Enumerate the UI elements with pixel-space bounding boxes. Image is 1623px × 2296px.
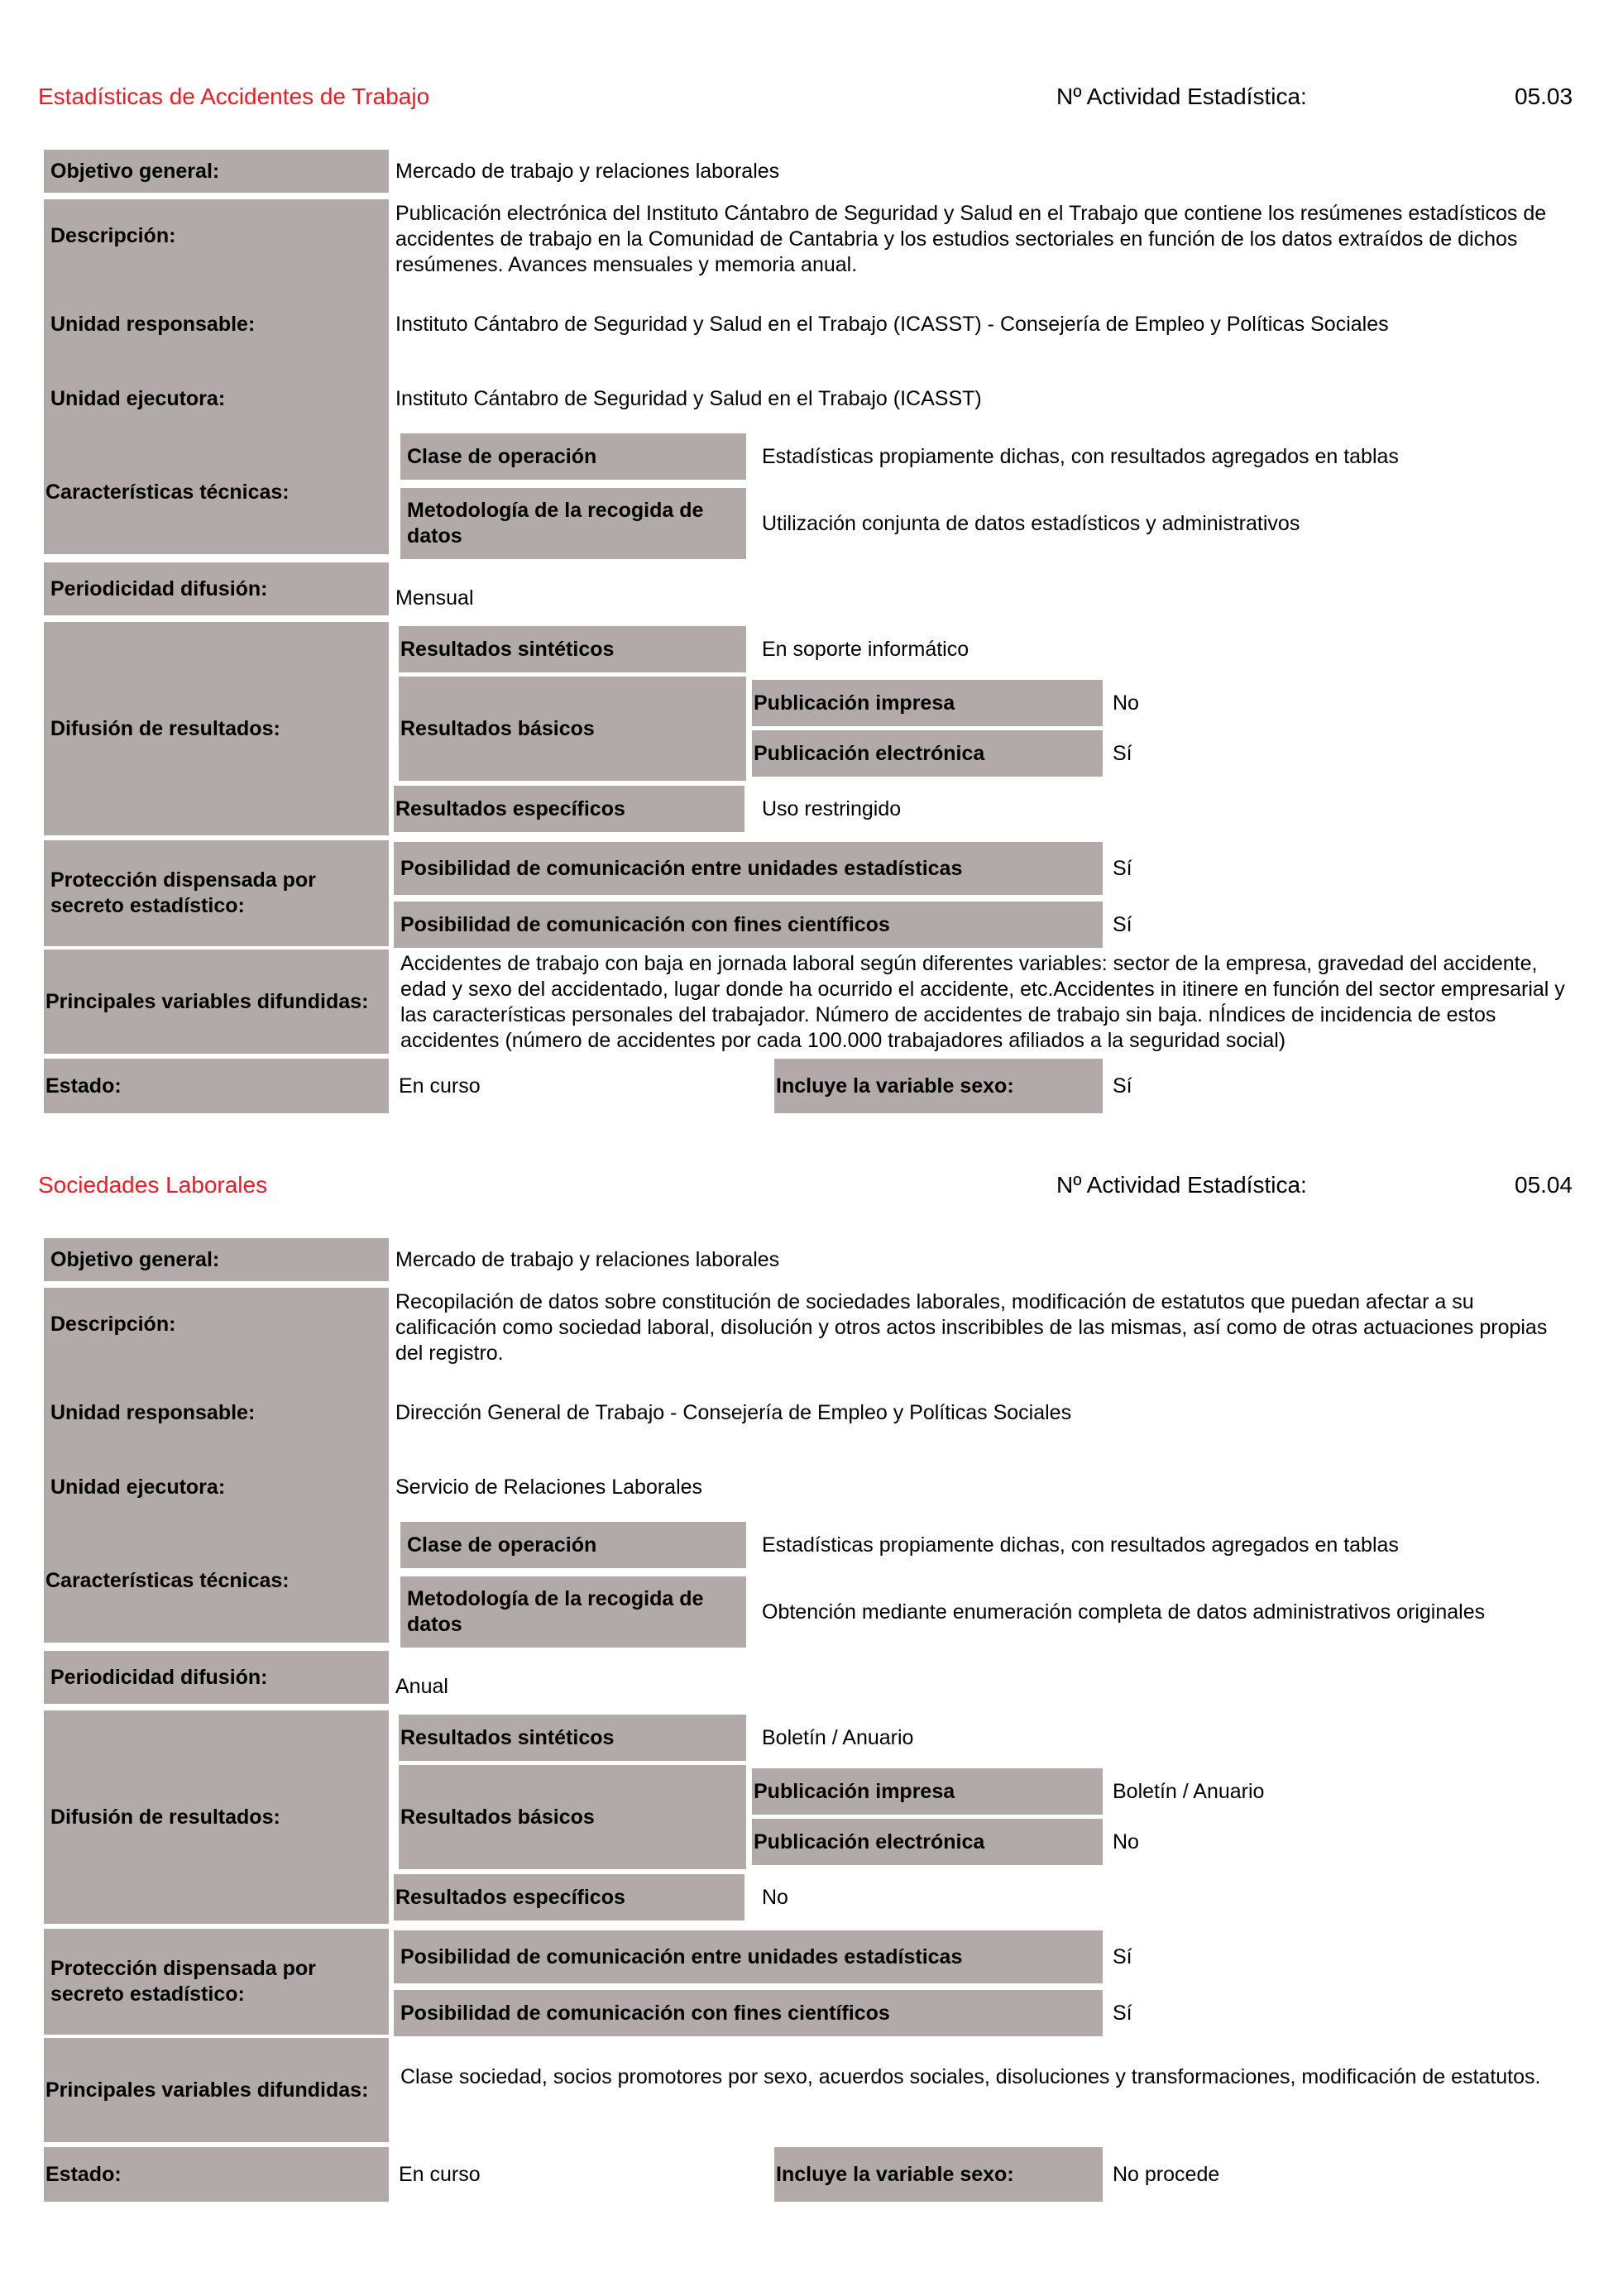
publicacion-electronica-label: Publicación electrónica <box>752 730 1103 777</box>
estado-label: Estado: <box>44 1059 389 1113</box>
metodologia-label-fill <box>715 1576 746 1648</box>
descripcion-value: Publicación electrónica del Instituto Cántabro de Seguridad y Salud en el Trabajo que contiene los resúmenes estadísticos de accidentes de trabajo en la Comunidad de Cantabria y los estudios sectoriales en función de los datos extraídos de dichos resúmenes. Avances mensuales y memoria anual. <box>395 202 1547 276</box>
periodicidad-label: Periodicidad difusión: <box>44 562 389 615</box>
resultados-especificos-label: Resultados específicos <box>394 786 744 832</box>
objetivo-value: Mercado de trabajo y relaciones laborales <box>395 159 780 183</box>
objetivo-label: Objetivo general: <box>44 1238 389 1281</box>
comunicacion-cientificos-label: Posibilidad de comunicación con fines científicos <box>394 1990 1103 2036</box>
objetivo-value: Mercado de trabajo y relaciones laborales <box>395 1247 780 1271</box>
resultados-sinteticos-label: Resultados sintéticos <box>399 1715 746 1761</box>
resultados-sinteticos-value: En soporte informático <box>762 637 969 661</box>
publicacion-electronica-value: Sí <box>1113 741 1132 765</box>
estado-value: En curso <box>399 1074 481 1098</box>
activity-number: 05.04 <box>1515 1172 1573 1198</box>
caracteristicas-label: Características técnicas: <box>44 430 389 554</box>
comunicacion-cientificos-value: Sí <box>1113 912 1132 936</box>
metodologia-label: Metodología de la recogida de datos <box>400 488 715 559</box>
comunicacion-unidades-value: Sí <box>1113 856 1132 880</box>
descripcion-label: Descripción: <box>44 199 389 481</box>
activity-label: Nº Actividad Estadística: <box>1056 84 1307 109</box>
comunicacion-cientificos-label: Posibilidad de comunicación con fines científicos <box>394 902 1103 948</box>
comunicacion-cientificos-value: Sí <box>1113 2001 1132 2025</box>
estado-label: Estado: <box>44 2147 389 2202</box>
proteccion-label: Protección dispensada por secreto estadístico: <box>44 840 389 946</box>
publicacion-impresa-value: No <box>1113 691 1139 715</box>
descripcion-label: Descripción: <box>44 1288 389 1569</box>
publicacion-electronica-value: No <box>1113 1830 1139 1854</box>
periodicidad-label: Periodicidad difusión: <box>44 1651 389 1704</box>
resultados-especificos-value: No <box>762 1885 788 1909</box>
objetivo-label: Objetivo general: <box>44 150 389 193</box>
comunicacion-unidades-label: Posibilidad de comunicación entre unidades estadísticas <box>394 1930 1103 1983</box>
caracteristicas-label: Características técnicas: <box>44 1519 389 1643</box>
record-title: Estadísticas de Accidentes de Trabajo <box>38 84 430 109</box>
unidad-responsable-label: Unidad responsable: <box>50 1401 256 1424</box>
periodicidad-value: Mensual <box>395 586 474 610</box>
metodologia-value: Obtención mediante enumeración completa de datos administrativos originales <box>762 1600 1486 1624</box>
publicacion-impresa-label: Publicación impresa <box>752 680 1103 726</box>
activity-number: 05.03 <box>1515 84 1573 109</box>
clase-operacion-label: Clase de operación <box>400 433 746 480</box>
resultados-basicos-label: Resultados básicos <box>399 1765 746 1869</box>
record-title: Sociedades Laborales <box>38 1172 268 1198</box>
difusion-label: Difusión de resultados: <box>44 622 389 835</box>
sexo-label: Incluye la variable sexo: <box>774 1059 1103 1113</box>
record-section <box>0 0 1623 1100</box>
variables-value: Accidentes de trabajo con baja en jornada laboral según diferentes variables: sector de la empresa, gravedad del accidente, edad y sexo del accidentado, lugar donde ha ocurrido el accidente, etc.Accidentes in itinere en función del sector empresarial y las características personales del trabajador. Número de accidentes de trabajo sin baja. nÍndices de incidencia de estos accidentes (número de accidentes por cada 100.000 trabajadores afiliados a la seguridad social) <box>400 952 1565 1052</box>
metodologia-label: Metodología de la recogida de datos <box>400 1576 715 1648</box>
unidad-responsable-value: Dirección General de Trabajo - Consejería de Empleo y Políticas Sociales <box>395 1401 1072 1424</box>
comunicacion-unidades-label: Posibilidad de comunicación entre unidades estadísticas <box>394 842 1103 895</box>
unidad-responsable-label: Unidad responsable: <box>50 313 256 336</box>
comunicacion-unidades-value: Sí <box>1113 1944 1132 1968</box>
resultados-basicos-label: Resultados básicos <box>399 677 746 781</box>
record-section <box>0 1093 1623 2193</box>
periodicidad-value: Anual <box>395 1674 448 1698</box>
sexo-value: Sí <box>1113 1074 1132 1098</box>
activity-label: Nº Actividad Estadística: <box>1056 1172 1307 1198</box>
resultados-especificos-label: Resultados específicos <box>394 1874 744 1921</box>
unidad-ejecutora-label: Unidad ejecutora: <box>44 1466 389 1509</box>
clase-operacion-value: Estadísticas propiamente dichas, con resultados agregados en tablas <box>762 1533 1399 1557</box>
clase-operacion-label: Clase de operación <box>400 1522 746 1568</box>
variables-value: Clase sociedad, socios promotores por sexo, acuerdos sociales, disoluciones y transformaciones, modificación de estatutos. <box>400 2065 1541 2088</box>
publicacion-electronica-label: Publicación electrónica <box>752 1819 1103 1865</box>
variables-label: Principales variables difundidas: <box>44 2038 389 2142</box>
resultados-sinteticos-label: Resultados sintéticos <box>399 626 746 672</box>
publicacion-impresa-label: Publicación impresa <box>752 1768 1103 1815</box>
unidad-ejecutora-value: Instituto Cántabro de Seguridad y Salud en el Trabajo (ICASST) <box>395 386 982 410</box>
unidad-ejecutora-value: Servicio de Relaciones Laborales <box>395 1475 703 1499</box>
resultados-especificos-value: Uso restringido <box>762 796 902 820</box>
clase-operacion-value: Estadísticas propiamente dichas, con resultados agregados en tablas <box>762 444 1399 468</box>
sexo-value: No procede <box>1113 2162 1220 2186</box>
metodologia-label-fill <box>715 488 746 559</box>
estado-value: En curso <box>399 2162 481 2186</box>
difusion-label: Difusión de resultados: <box>44 1710 389 1924</box>
sexo-label: Incluye la variable sexo: <box>774 2147 1103 2202</box>
resultados-sinteticos-value: Boletín / Anuario <box>762 1725 914 1749</box>
unidad-responsable-value: Instituto Cántabro de Seguridad y Salud en el Trabajo (ICASST) - Consejería de Empleo y Políticas Sociales <box>395 313 1389 336</box>
proteccion-label: Protección dispensada por secreto estadístico: <box>44 1929 389 2035</box>
metodologia-value: Utilización conjunta de datos estadísticos y administrativos <box>762 511 1300 535</box>
variables-label: Principales variables difundidas: <box>44 949 389 1054</box>
unidad-ejecutora-label: Unidad ejecutora: <box>44 377 389 420</box>
publicacion-impresa-value: Boletín / Anuario <box>1113 1779 1265 1803</box>
descripcion-value: Recopilación de datos sobre constitución de sociedades laborales, modificación de estatutos que puedan afectar a su calificación como sociedad laboral, disolución y otros actos inscribibles de las mismas, así como de otras actuaciones propias del registro. <box>395 1290 1548 1365</box>
